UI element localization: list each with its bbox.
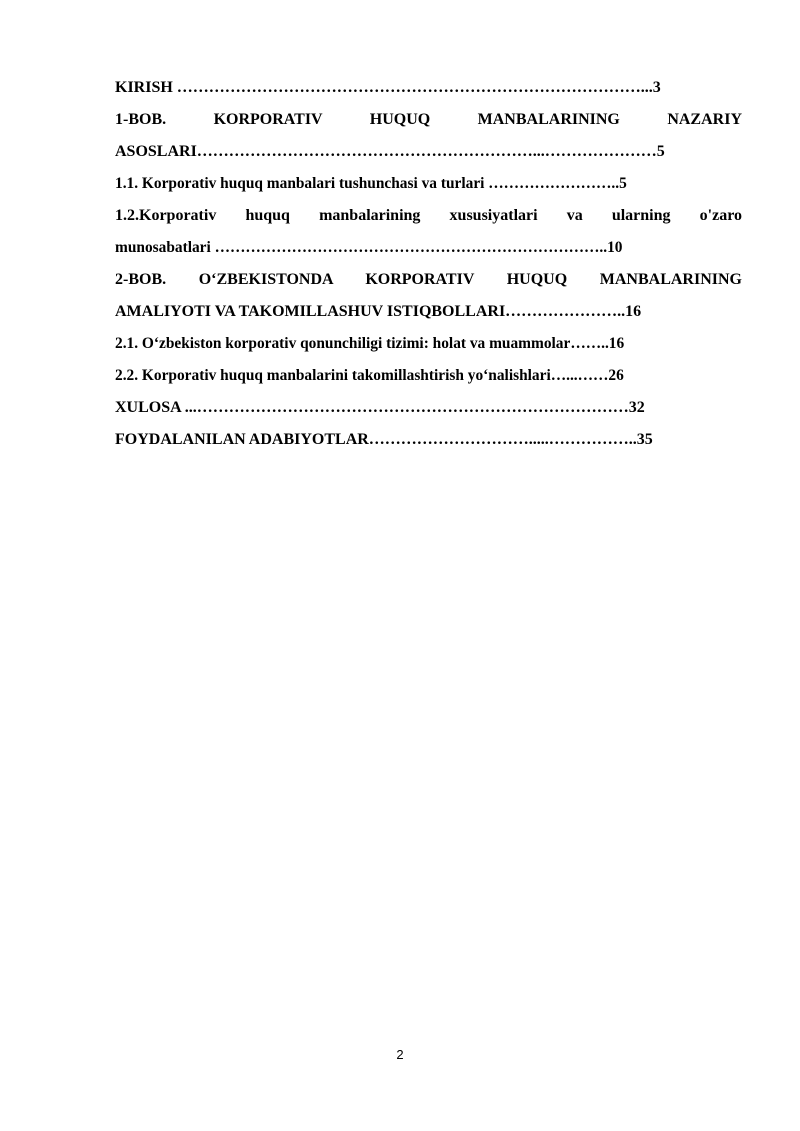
toc-entry-chapter-1-continued: ASOSLARI………………………………………………………...…………………5 [115, 143, 665, 160]
toc-entry-chapter-1-title: 1-BOB. KORPORATIV HUQUQ MANBALARINING NAZARIY [115, 111, 742, 128]
toc-entry-section-2-1: 2.1. O‘zbekiston korporativ qonunchiligi tizimi: holat va muammolar……..16 [115, 335, 625, 352]
toc-entry-xulosa: XULOSA ...………………………………………………………………………32 [115, 399, 645, 416]
table-of-contents [115, 72, 742, 456]
toc-entry-adabiyotlar: FOYDALANILAN ADABIYOTLAR………………………….....……………..35 [115, 431, 653, 448]
toc-entry-section-1-2-continued: munosabatlari …………………………………………………………………..10 [115, 239, 623, 256]
toc-entry-section-1-2: 1.2.Korporativ huquq manbalarining xususiyatlari va ularning o'zaro [115, 207, 742, 224]
page-number: 2 [396, 1047, 404, 1062]
toc-entry-section-2-2: 2.2. Korporativ huquq manbalarini takomillashtirish yo‘nalishlari…...……26 [115, 367, 624, 384]
toc-entry-chapter-2-title: 2-BOB. O‘ZBEKISTONDA KORPORATIV HUQUQ MANBALARINING [115, 271, 742, 288]
toc-entry-kirish: KIRISH ……………………………………………………………………………...3 [115, 79, 661, 96]
toc-entry-chapter-2-continued: AMALIYOTI VA TAKOMILLASHUV ISTIQBOLLARI…………………..16 [115, 303, 642, 320]
toc-entry-section-1-1: 1.1. Korporativ huquq manbalari tushunchasi va turlari ……………………..5 [115, 175, 627, 192]
